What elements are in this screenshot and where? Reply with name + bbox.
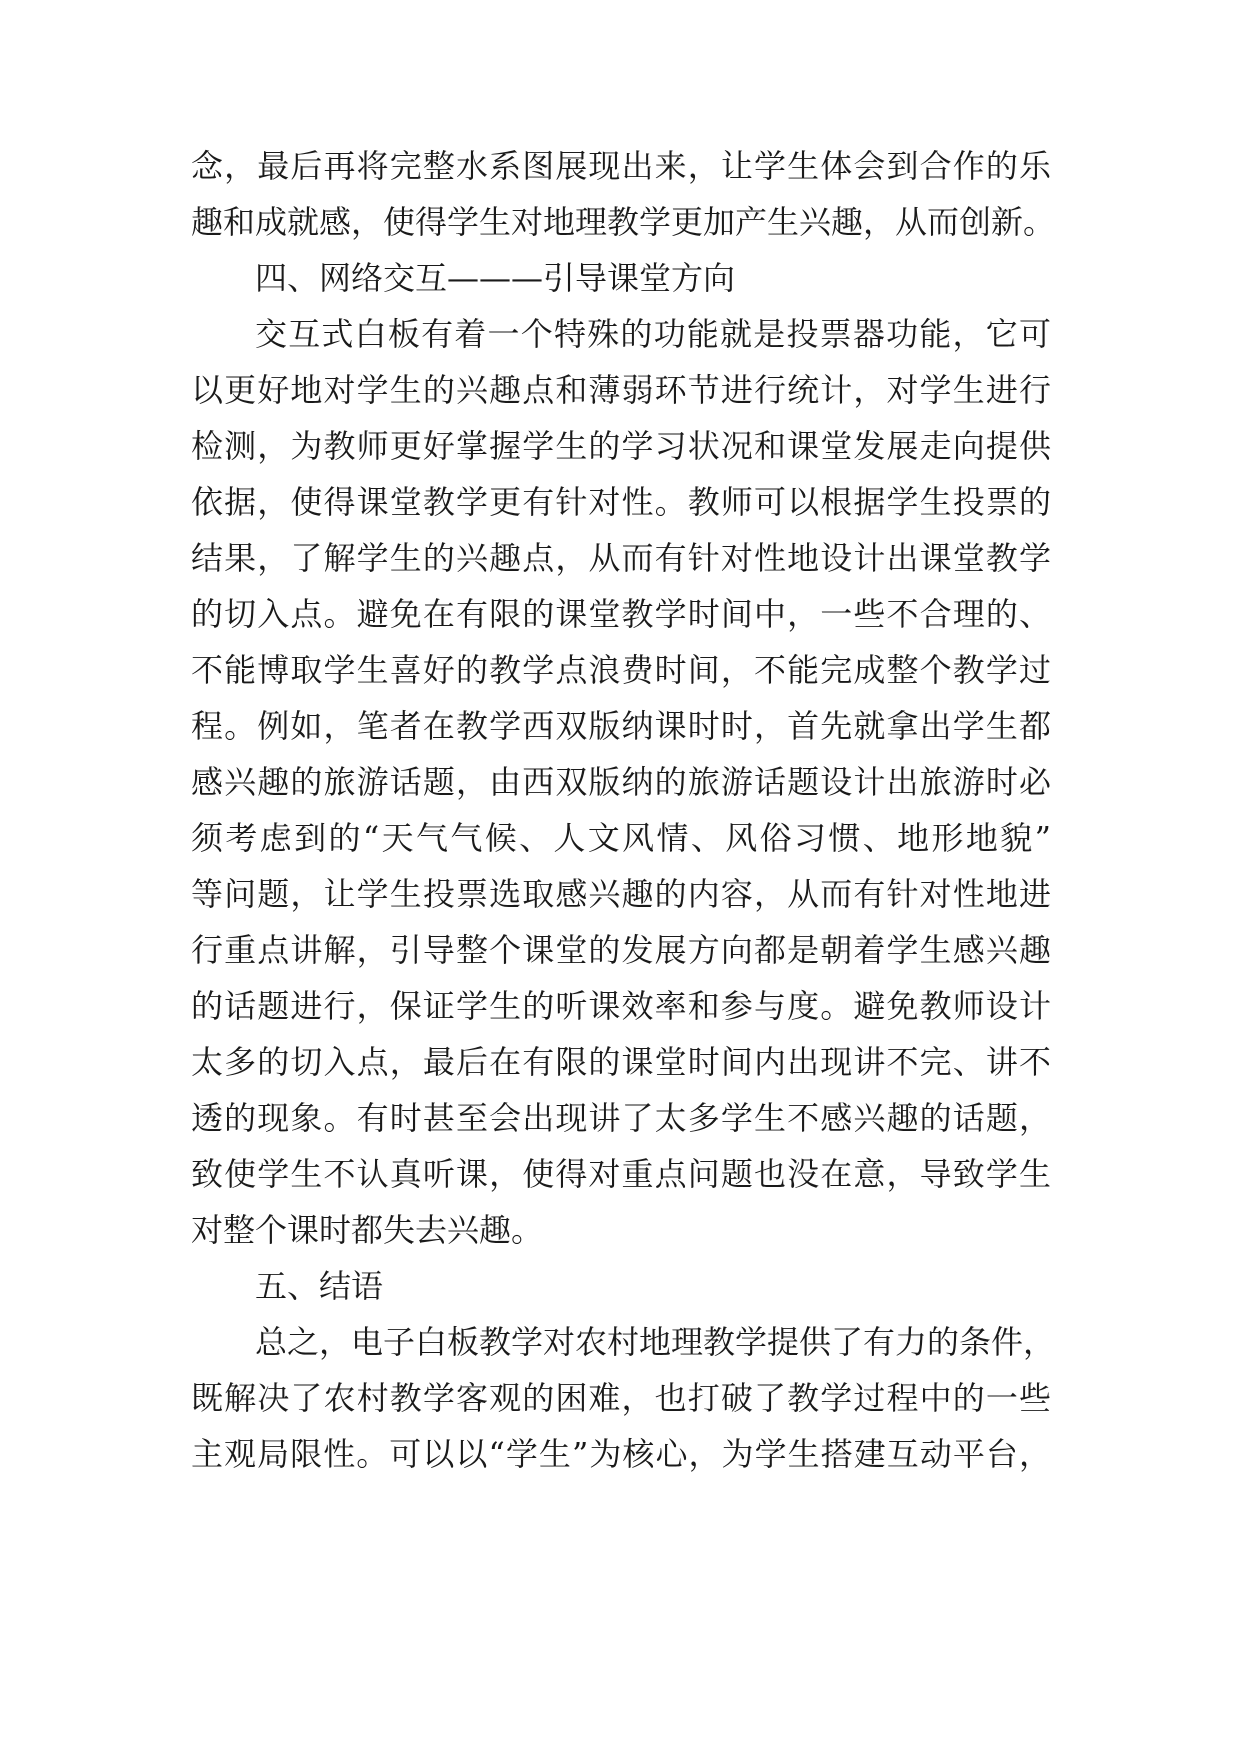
text-line: 检测，为教师更好掌握学生的学习状况和课堂发展走向提供 [191,427,1051,465]
text-line: 太多的切入点，最后在有限的课堂时间内出现讲不完、讲不 [191,1043,1051,1081]
text-line: 依据，使得课堂教学更有针对性。教师可以根据学生投票的 [191,483,1051,521]
text-line: 须考虑到的“天气气候、人文风情、风俗习惯、地形地貌” [191,819,1051,857]
text-line: 交互式白板有着一个特殊的功能就是投票器功能，它可 [255,315,1051,353]
text-line: 不能博取学生喜好的教学点浪费时间，不能完成整个教学过 [191,651,1051,689]
text-line: 的切入点。避免在有限的课堂教学时间中，一些不合理的、 [191,595,1051,633]
text-line: 感兴趣的旅游话题，由西双版纳的旅游话题设计出旅游时必 [191,763,1051,801]
text-line: 透的现象。有时甚至会出现讲了太多学生不感兴趣的话题， [191,1099,1051,1137]
section-heading: 五、结语 [255,1267,384,1305]
text-line: 既解决了农村教学客观的困难，也打破了教学过程中的一些 [191,1379,1051,1417]
section-heading: 四、网络交互———引导课堂方向 [255,259,736,297]
text-line: 程。例如，笔者在教学西双版纳课时时，首先就拿出学生都 [191,707,1051,745]
text-line: 主观局限性。可以以“学生”为核心，为学生搭建互动平台， [191,1435,1051,1473]
text-line: 念，最后再将完整水系图展现出来，让学生体会到合作的乐 [191,147,1051,185]
text-line: 以更好地对学生的兴趣点和薄弱环节进行统计，对学生进行 [191,371,1051,409]
text-line: 结果，了解学生的兴趣点，从而有针对性地设计出课堂教学 [191,539,1051,577]
text-line: 对整个课时都失去兴趣。 [191,1211,544,1249]
text-line: 致使学生不认真听课，使得对重点问题也没在意，导致学生 [191,1155,1051,1193]
text-line: 的话题进行，保证学生的听课效率和参与度。避免教师设计 [191,987,1051,1025]
text-line: 趣和成就感，使得学生对地理教学更加产生兴趣，从而创新。 [191,203,1056,241]
text-line: 总之，电子白板教学对农村地理教学提供了有力的条件， [255,1323,1056,1361]
text-line: 等问题，让学生投票选取感兴趣的内容，从而有针对性地进 [191,875,1051,913]
text-line: 行重点讲解，引导整个课堂的发展方向都是朝着学生感兴趣 [191,931,1051,969]
